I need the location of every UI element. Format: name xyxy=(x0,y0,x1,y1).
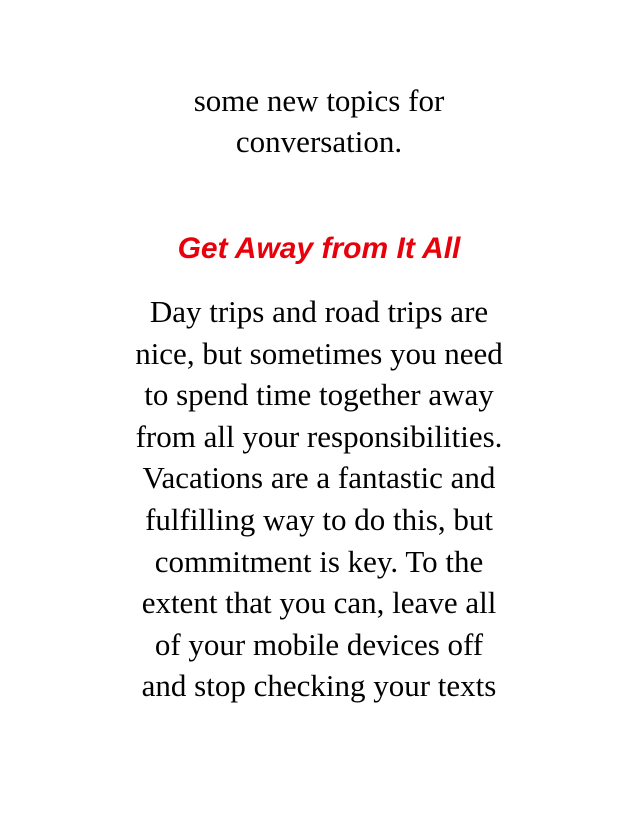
intro-line: conversation. xyxy=(235,124,403,159)
body-line: fulfilling way to do this, but xyxy=(145,501,493,537)
body-paragraph xyxy=(0,291,638,707)
body-line: Vacations are a fantastic and xyxy=(142,460,496,496)
body-line: nice, but sometimes you need xyxy=(135,335,503,371)
body-line: Day trips and road trips are xyxy=(149,294,489,329)
body-line: from all your responsibilities. xyxy=(135,418,503,454)
body-line: to spend time together away xyxy=(144,377,494,413)
body-line: of your mobile devices off xyxy=(154,626,484,662)
section-heading: Get Away from It All xyxy=(177,232,461,265)
intro-paragraph xyxy=(0,80,638,162)
body-line: and stop checking your texts xyxy=(141,668,497,704)
intro-line: some new topics for xyxy=(193,83,445,118)
body-line: extent that you can, leave all xyxy=(141,585,497,621)
body-line: commitment is key. To the xyxy=(154,543,484,579)
